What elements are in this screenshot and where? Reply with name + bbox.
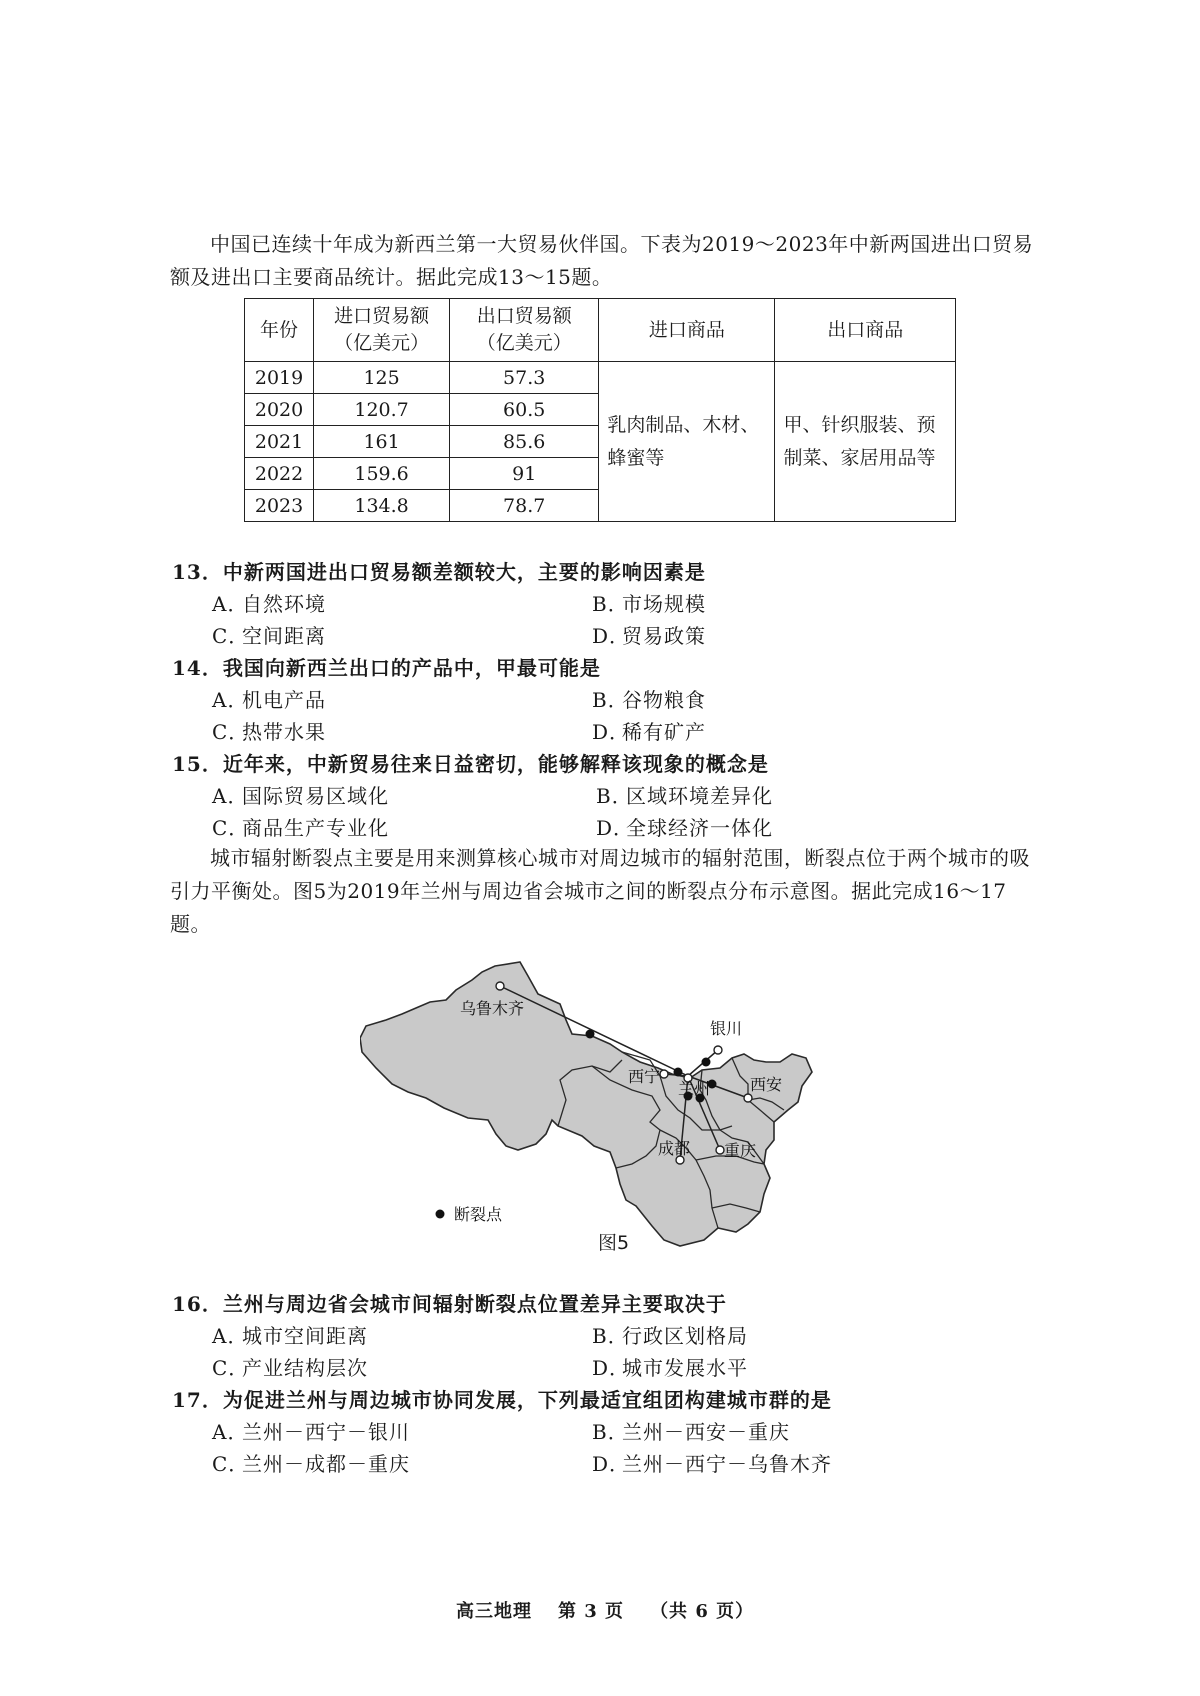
intro-paragraph-trade: 中国已连续十年成为新西兰第一大贸易伙伴国。下表为2019～2023年中新两国进出口贸易额及进出口主要商品统计。据此完成13～15题。: [170, 232, 1034, 289]
option-letter: C．: [212, 624, 250, 648]
cell-year: 2021: [245, 426, 314, 458]
option-14-c[interactable]: [212, 716, 326, 745]
question-14: 14．我国向新西兰出口的产品中，甲最可能是: [172, 656, 601, 680]
option-text: 行政区划格局: [622, 1324, 748, 1348]
option-16-d[interactable]: [592, 1352, 748, 1381]
cell-year: 2020: [245, 394, 314, 426]
option-14-b[interactable]: [592, 684, 706, 713]
option-13-a[interactable]: [212, 588, 326, 617]
option-text: 谷物粮食: [622, 688, 706, 712]
option-text: 兰州－成都－重庆: [242, 1452, 410, 1476]
option-text: 稀有矿产: [622, 720, 706, 744]
option-letter: B．: [592, 688, 629, 712]
option-text: 空间距离: [242, 624, 326, 648]
cell-export-goods: 甲、针织服装、预制菜、家居用品等: [775, 362, 956, 522]
option-text: 区域环境差异化: [626, 784, 773, 808]
city-label-xining: 西宁: [628, 1069, 661, 1086]
cell-import: 159.6: [314, 458, 450, 490]
option-text: 兰州－西宁－乌鲁木齐: [622, 1452, 832, 1476]
region-shape: [360, 962, 812, 1246]
option-17-b[interactable]: [592, 1416, 790, 1445]
page-footer: [456, 1597, 780, 1623]
city-label-yinchuan: 银川: [710, 1021, 743, 1038]
option-14-a[interactable]: [212, 684, 326, 713]
option-text: 国际贸易区域化: [242, 784, 389, 808]
option-text: 机电产品: [242, 688, 326, 712]
option-13-b[interactable]: [592, 588, 706, 617]
breakpoint-map: [360, 950, 860, 1250]
header-export-goods: 出口商品: [775, 299, 956, 362]
option-16-b[interactable]: [592, 1320, 748, 1349]
option-15-a[interactable]: [212, 780, 389, 809]
city-marker: [714, 1046, 722, 1054]
option-text: 产业结构层次: [242, 1356, 368, 1380]
cell-import: 125: [314, 362, 450, 394]
option-14-d[interactable]: [592, 716, 706, 745]
cell-year: 2019: [245, 362, 314, 394]
option-13-c[interactable]: [212, 620, 326, 649]
footer-subject: 高三地理: [456, 1601, 532, 1622]
option-text: 市场规模: [622, 592, 706, 616]
option-text: 城市发展水平: [622, 1356, 748, 1380]
option-letter: C．: [212, 1452, 250, 1476]
option-letter: D．: [592, 720, 631, 744]
breakpoint-dot: [674, 1068, 683, 1077]
header-import-goods: 进口商品: [599, 299, 775, 362]
option-15-b[interactable]: [596, 780, 773, 809]
option-text: 商品生产专业化: [242, 816, 389, 840]
option-letter: B．: [592, 1420, 629, 1444]
option-17-d[interactable]: [592, 1448, 832, 1477]
city-label-urumqi: 乌鲁木齐: [460, 1001, 525, 1018]
option-text: 兰州－西安－重庆: [622, 1420, 790, 1444]
header-year: 年份: [245, 299, 314, 362]
footer-page-total: （共 6 页）: [650, 1601, 755, 1622]
option-text: 城市空间距离: [242, 1324, 368, 1348]
option-letter: D．: [596, 816, 635, 840]
option-letter: D．: [592, 1356, 631, 1380]
breakpoint-dot: [586, 1030, 595, 1039]
cell-import-goods: 乳肉制品、木材、蜂蜜等: [599, 362, 775, 522]
option-letter: C．: [212, 816, 250, 840]
option-letter: B．: [592, 1324, 629, 1348]
city-label-chengdu: 成都: [658, 1141, 691, 1158]
option-text: 热带水果: [242, 720, 326, 744]
cell-year: 2022: [245, 458, 314, 490]
city-marker: [496, 982, 504, 990]
option-13-d[interactable]: [592, 620, 706, 649]
cell-export: 57.3: [450, 362, 599, 394]
option-16-c[interactable]: [212, 1352, 368, 1381]
cell-import: 120.7: [314, 394, 450, 426]
option-letter: A．: [212, 784, 249, 808]
cell-import: 134.8: [314, 490, 450, 522]
option-text: 全球经济一体化: [626, 816, 773, 840]
cell-export: 91: [450, 458, 599, 490]
header-import: 进口贸易额 （亿美元）: [314, 299, 450, 362]
city-label-chongqing: 重庆: [724, 1143, 757, 1160]
legend-label: 断裂点: [454, 1207, 503, 1224]
question-15: 15．近年来，中新贸易往来日益密切，能够解释该现象的概念是: [172, 752, 769, 776]
option-letter: D．: [592, 1452, 631, 1476]
option-letter: D．: [592, 624, 631, 648]
cell-export: 85.6: [450, 426, 599, 458]
figure-caption: 图5: [598, 1232, 630, 1254]
option-17-a[interactable]: [212, 1416, 410, 1445]
intro-paragraph-cities: 城市辐射断裂点主要是用来测算核心城市对周边城市的辐射范围，断裂点位于两个城市的吸引力平衡处。图5为2019年兰州与周边省会城市之间的断裂点分布示意图。据此完成16～17题。: [170, 846, 1030, 936]
option-15-d[interactable]: [596, 812, 773, 841]
option-letter: A．: [212, 1420, 249, 1444]
option-16-a[interactable]: [212, 1320, 368, 1349]
city-label-xian: 西安: [750, 1077, 783, 1094]
trade-table: [244, 298, 956, 522]
option-letter: A．: [212, 1324, 249, 1348]
city-marker: [716, 1146, 724, 1154]
breakpoint-dot: [702, 1058, 711, 1067]
question-16: 16．兰州与周边省会城市间辐射断裂点位置差异主要取决于: [172, 1292, 727, 1316]
header-export: 出口贸易额 （亿美元）: [450, 299, 599, 362]
option-text: 贸易政策: [622, 624, 706, 648]
cell-import: 161: [314, 426, 450, 458]
option-letter: B．: [592, 592, 629, 616]
table-header-row: [245, 299, 956, 362]
cell-export: 60.5: [450, 394, 599, 426]
question-13: 13．中新两国进出口贸易额差额较大，主要的影响因素是: [172, 560, 706, 584]
cell-year: 2023: [245, 490, 314, 522]
option-letter: B．: [596, 784, 633, 808]
option-15-c[interactable]: [212, 812, 389, 841]
legend-dot: [436, 1210, 445, 1219]
option-letter: A．: [212, 592, 249, 616]
option-text: 自然环境: [242, 592, 326, 616]
option-17-c[interactable]: [212, 1448, 410, 1477]
cell-export: 78.7: [450, 490, 599, 522]
question-17: 17．为促进兰州与周边城市协同发展，下列最适宜组团构建城市群的是: [172, 1388, 832, 1412]
table-row: [245, 362, 956, 394]
option-letter: C．: [212, 720, 250, 744]
option-text: 兰州－西宁－银川: [242, 1420, 410, 1444]
footer-page-number: 第 3 页: [558, 1601, 625, 1622]
city-marker: [744, 1094, 752, 1102]
city-label-lanzhou: 兰州: [678, 1081, 711, 1098]
option-letter: A．: [212, 688, 249, 712]
option-letter: C．: [212, 1356, 250, 1380]
city-marker: [660, 1070, 668, 1078]
